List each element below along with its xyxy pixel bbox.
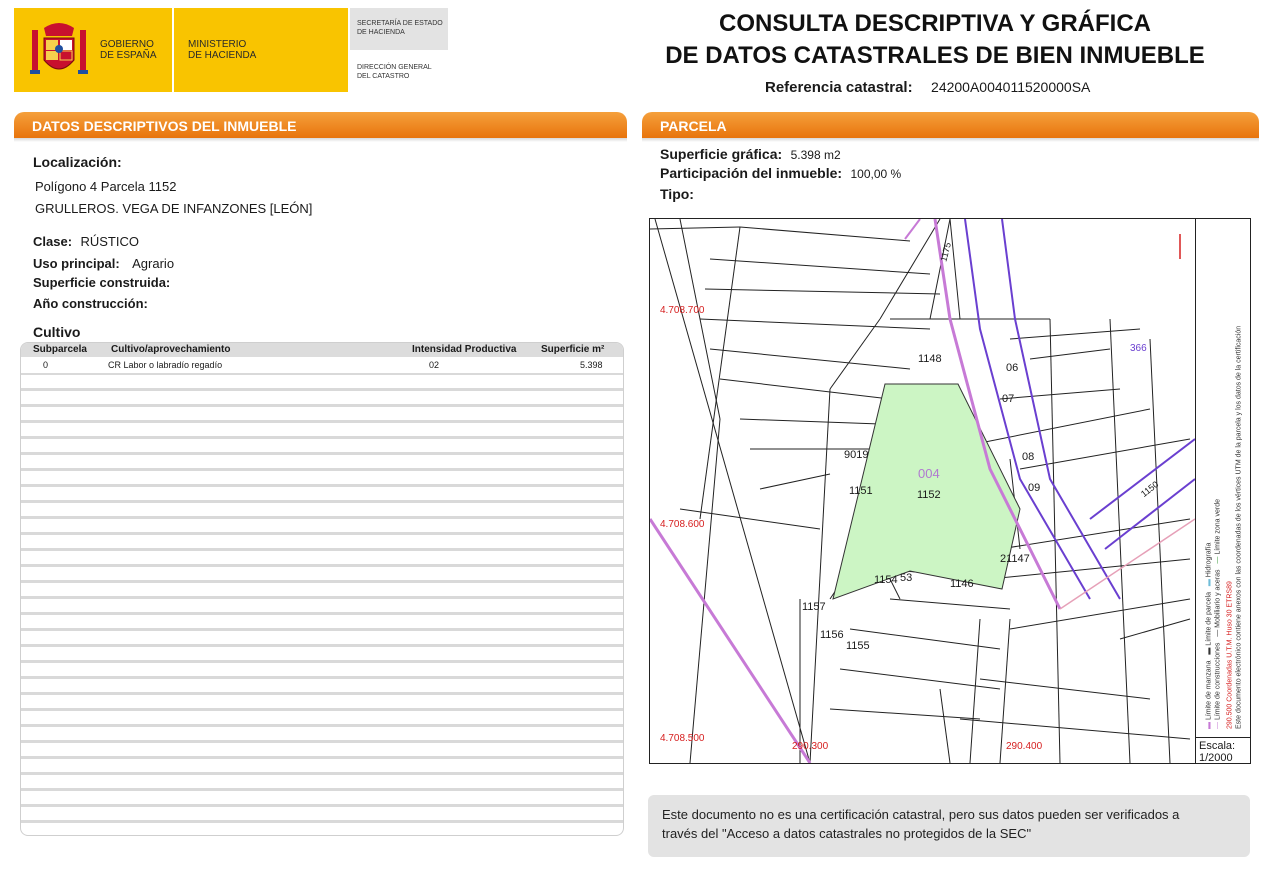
participacion-value: 100,00 % — [850, 167, 902, 181]
legend-mobiliario: Mobiliario y aceras — [1214, 569, 1222, 628]
cell-cultivo: CR Labor o labradío regadío — [108, 360, 223, 370]
superficie-construida-label: Superficie construida: — [33, 275, 171, 290]
scale-value: 1/2000 — [1199, 752, 1233, 764]
map-label-07: 07 — [1002, 393, 1015, 405]
cultivo-title: Cultivo — [33, 324, 81, 340]
uso-value: Agrario — [132, 256, 175, 271]
note-line1: Este documento no es una certificación catastral, pero sus datos pueden ser verificados a — [662, 807, 1180, 822]
legend-manzana: Límite de manzana — [1205, 660, 1213, 721]
legend-doc-note: Este documento electrónico contiene anexos con las coordenadas de los vértices UTM de la parcela y los datos de la certificación — [1235, 325, 1243, 729]
tipo-label: Tipo: — [660, 186, 694, 202]
section-bar-shadow — [642, 138, 1259, 142]
superficie-grafica-label: Superficie gráfica: — [660, 146, 783, 162]
address-line2: GRULLEROS. VEGA DE INFANZONES [LEÓN] — [35, 201, 313, 216]
participacion-label: Participación del inmueble: — [660, 165, 843, 181]
cell-superficie: 5.398 — [580, 360, 603, 370]
coord-y-3: 4.708.500 — [660, 733, 705, 744]
map-label-1157: 1157 — [802, 601, 826, 613]
verification-note — [648, 795, 1250, 857]
coord-y-2: 4.708.600 — [660, 519, 705, 530]
legend-text: ▬ Límite de manzana ▬ Límite de parcela ▬ Hidrografía — Límite de construcciones — Mobiliario y aceras — Límite zona verde 290.500 Coordenadas U.T.M. Huso 30 ETRS89 Este documento electrónico contiene anexos con las coordenadas de los vértices UTM de la parcela y los datos de la certificación — [1205, 229, 1244, 729]
gobierno-text: GOBIERNO DE ESPAÑA — [100, 39, 157, 61]
map-label-1146: 1146 — [950, 578, 974, 590]
anio-construccion-label: Año construcción: — [33, 296, 148, 311]
legend-parcela: Límite de parcela — [1205, 592, 1213, 646]
legend-construcciones: Límite de construcciones — [1214, 642, 1222, 721]
direccion-text: DIRECCIÓN GENERAL DEL CATASTRO — [357, 64, 432, 80]
map-label-09: 09 — [1028, 482, 1041, 494]
map-label-1154: 1154 — [874, 574, 898, 586]
scale-box — [1195, 737, 1251, 764]
map-label-1156: 1156 — [820, 629, 844, 641]
section-bar-parcela — [642, 112, 1259, 138]
map-legend — [1195, 219, 1251, 737]
map-label-06: 06 — [1006, 362, 1019, 374]
address-line1: Polígono 4 Parcela 1152 — [35, 179, 177, 194]
uso-row — [33, 255, 174, 273]
section-title-parcela: PARCELA — [660, 118, 727, 134]
map-label-1175: 1175 — [938, 241, 954, 263]
referencia-value: 24200A004011520000SA — [931, 79, 1091, 95]
section-bar-shadow — [14, 138, 627, 142]
map-label-1155: 1155 — [846, 640, 870, 652]
th-subparcela: Subparcela — [33, 344, 87, 355]
clase-value: RÚSTICO — [80, 234, 139, 249]
parcel-number: 1152 — [917, 489, 941, 501]
clase-label: Clase: — [33, 234, 73, 249]
map-label-08: 08 — [1022, 451, 1035, 463]
coat-of-arms-icon — [28, 16, 90, 82]
section-title-datos: DATOS DESCRIPTIVOS DEL INMUEBLE — [32, 118, 297, 134]
th-cultivo: Cultivo/aprovechamiento — [111, 344, 231, 355]
map-label-366: 366 — [1130, 343, 1147, 354]
ministerio-text: MINISTERIO DE HACIENDA — [188, 39, 257, 61]
coord-x-2: 290.400 — [1006, 741, 1043, 752]
scale-label: Escala: — [1199, 740, 1236, 752]
cell-intensidad: 02 — [429, 360, 440, 370]
coord-x-1: 290.300 — [792, 741, 829, 752]
cultivo-table — [20, 342, 624, 836]
map-label-53: 53 — [900, 572, 913, 584]
superficie-grafica-row — [660, 146, 841, 164]
localizacion-label: Localización: — [33, 154, 122, 170]
note-line2: través del "Acceso a datos catastrales no protegidos de la SEC" — [662, 826, 1032, 841]
coord-y-1: 4.708.700 — [660, 305, 705, 316]
secretaria-text: SECRETARÍA DE ESTADO DE HACIENDA — [357, 20, 443, 36]
participacion-row — [660, 165, 901, 183]
legend-coords: 290.500 Coordenadas U.T.M. Huso 30 ETRS89 — [1226, 581, 1234, 729]
map-label-1151: 1151 — [849, 485, 873, 497]
parcel-code: 004 — [918, 466, 940, 481]
table-header — [21, 343, 623, 357]
map-label-9019: 9019 — [844, 449, 869, 461]
legend-hidrografia: Hidrografía — [1205, 542, 1213, 578]
referencia-label: Referencia catastral: — [765, 79, 913, 96]
referencia-row — [765, 79, 1090, 97]
page-title: CONSULTA DESCRIPTIVA Y GRÁFICA DE DATOS CATASTRALES DE BIEN INMUEBLE — [665, 10, 1205, 69]
map-label-21147: 21147 — [1000, 553, 1030, 565]
th-superficie: Superficie m² — [541, 344, 605, 355]
map-label-1150: 1150 — [1138, 479, 1161, 499]
section-bar-datos — [14, 112, 627, 138]
cadastral-map — [649, 218, 1251, 764]
cell-subparcela: 0 — [43, 360, 49, 370]
legend-zona-verde: Límite zona verde — [1214, 499, 1222, 555]
th-intensidad: Intensidad Productiva — [412, 344, 517, 355]
clase-row — [33, 233, 139, 251]
map-label-1148: 1148 — [918, 353, 942, 365]
uso-label: Uso principal: — [33, 256, 120, 271]
superficie-grafica-value: 5.398 m2 — [790, 148, 841, 162]
table-row — [21, 357, 623, 373]
